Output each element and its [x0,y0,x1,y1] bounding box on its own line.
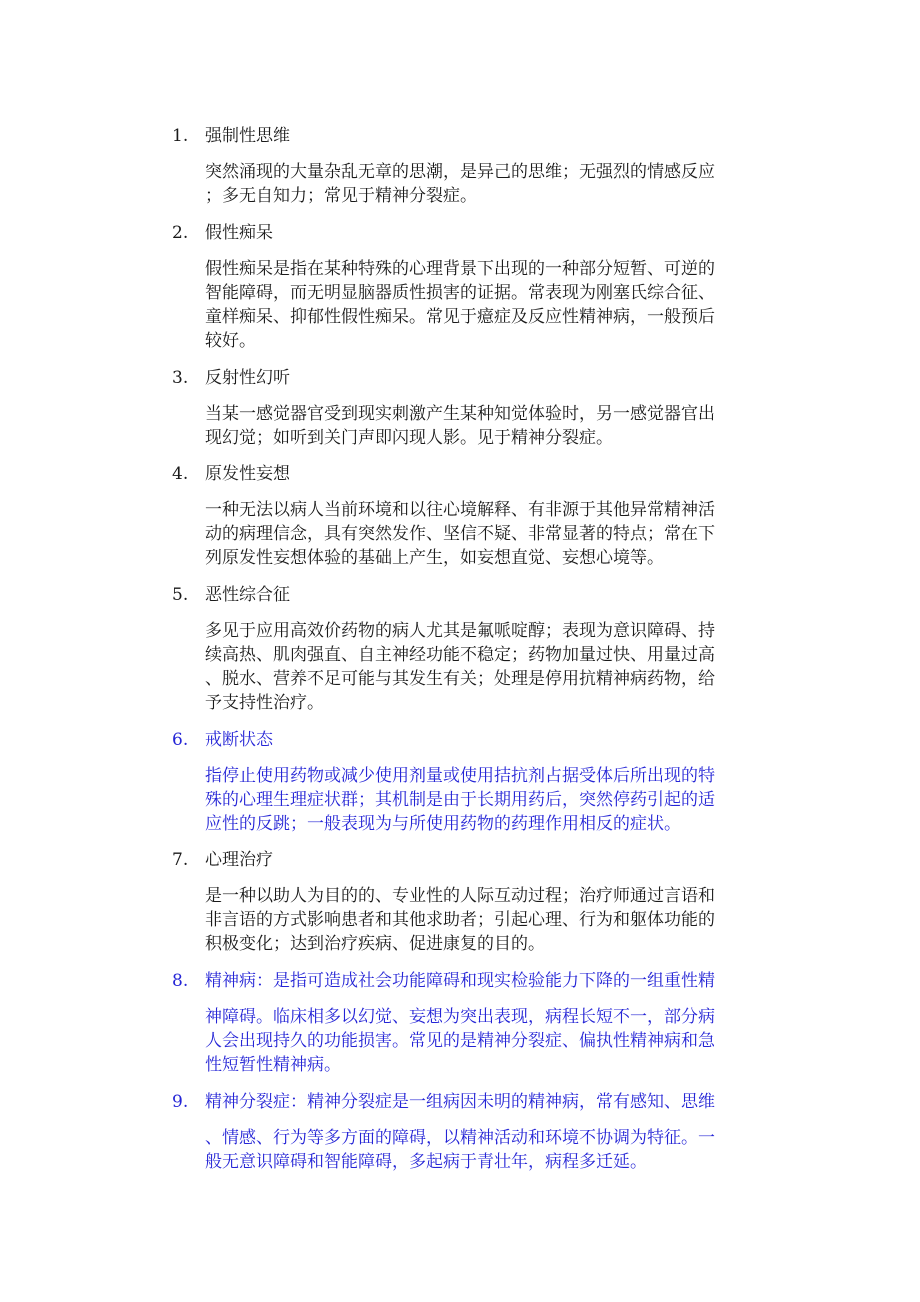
item-definition [205,1005,765,1077]
item-definition [205,619,765,715]
definition-line: 列原发性妄想体验的基础上产生，如妄想直觉、妄想心境等。 [205,548,664,568]
item-definition [205,402,765,450]
item-number: 8. [172,971,189,991]
definition-line: 智能障碍，而无明显脑器质性损害的证据。常表现为刚塞氏综合征、 [205,283,715,303]
item-definition [205,160,765,208]
definition-line: 予支持性治疗。 [205,693,324,713]
item-number: 2. [172,223,189,243]
definition-line: 童样痴呆、抑郁性假性痴呆。常见于癔症及反应性精神病，一般预后 [205,307,715,327]
definition-line: 现幻觉；如听到关门声即闪现人影。见于精神分裂症。 [205,428,613,448]
item-number: 7. [172,850,189,870]
definition-line: 假性痴呆是指在某种特殊的心理背景下出现的一种部分短暂、可逆的 [205,259,715,279]
definition-line: 当某一感觉器官受到现实刺激产生某种知觉体验时，另一感觉器官出 [205,404,715,424]
definition-line: 多见于应用高效价药物的病人尤其是氟哌啶醇；表现为意识障碍、持 [205,621,715,641]
definition-line: 般无意识障碍和智能障碍，多起病于青壮年，病程多迁延。 [205,1152,647,1172]
item-term: 原发性妄想 [205,464,290,484]
item-number: 9. [172,1092,189,1112]
item-definition [205,498,765,570]
item-term: 恶性综合征 [205,585,290,605]
item-term: 精神分裂症：精神分裂症是一组病因未明的精神病，常有感知、思维 [205,1092,715,1112]
item-definition [205,1126,765,1174]
item-term: 精神病：是指可造成社会功能障碍和现实检验能力下降的一组重性精 [205,971,715,991]
item-number: 4. [172,464,189,484]
item-definition [205,884,765,956]
item-number: 5. [172,585,189,605]
item-number: 3. [172,368,189,388]
definition-line: 指停止使用药物或减少使用剂量或使用拮抗剂占据受体后所出现的特 [205,766,715,786]
definition-line: 动的病理信念，具有突然发作、坚信不疑、非常显著的特点；常在下 [205,524,715,544]
definition-line: 应性的反跳；一般表现为与所使用药物的药理作用相反的症状。 [205,814,681,834]
item-number: 6. [172,730,189,750]
definition-line: ；多无自知力；常见于精神分裂症。 [205,186,477,206]
definition-line: 积极变化；达到治疗疾病、促进康复的目的。 [205,934,545,954]
item-term: 反射性幻听 [205,368,290,388]
item-definition [205,257,765,353]
definition-line: 一种无法以病人当前环境和以往心境解释、有非源于其他异常精神活 [205,500,715,520]
definition-line: 、情感、行为等多方面的障碍，以精神活动和环境不协调为特征。一 [205,1128,715,1148]
item-term: 强制性思维 [205,126,290,146]
definition-line: 人会出现持久的功能损害。常见的是精神分裂症、偏执性精神病和急 [205,1031,715,1051]
definition-line: 性短暂性精神病。 [205,1055,341,1075]
definition-line: 较好。 [205,331,256,351]
definition-line: 是一种以助人为目的的、专业性的人际互动过程；治疗师通过言语和 [205,886,715,906]
definition-line: 续高热、肌肉强直、自主神经功能不稳定；药物加量过快、用量过高 [205,645,715,665]
definition-line: 突然涌现的大量杂乱无章的思潮，是异己的思维；无强烈的情感反应 [205,162,715,182]
item-term: 心理治疗 [205,850,273,870]
item-term: 戒断状态 [205,730,273,750]
item-definition [205,764,765,836]
item-term: 假性痴呆 [205,223,273,243]
definition-line: 、脱水、营养不足可能与其发生有关；处理是停用抗精神病药物，给 [205,669,715,689]
definition-line: 神障碍。临床相多以幻觉、妄想为突出表现，病程长短不一，部分病 [205,1007,715,1027]
definition-line: 殊的心理生理症状群；其机制是由于长期用药后，突然停药引起的适 [205,790,715,810]
item-number: 1. [172,126,189,146]
definition-line: 非言语的方式影响患者和其他求助者；引起心理、行为和躯体功能的 [205,910,715,930]
